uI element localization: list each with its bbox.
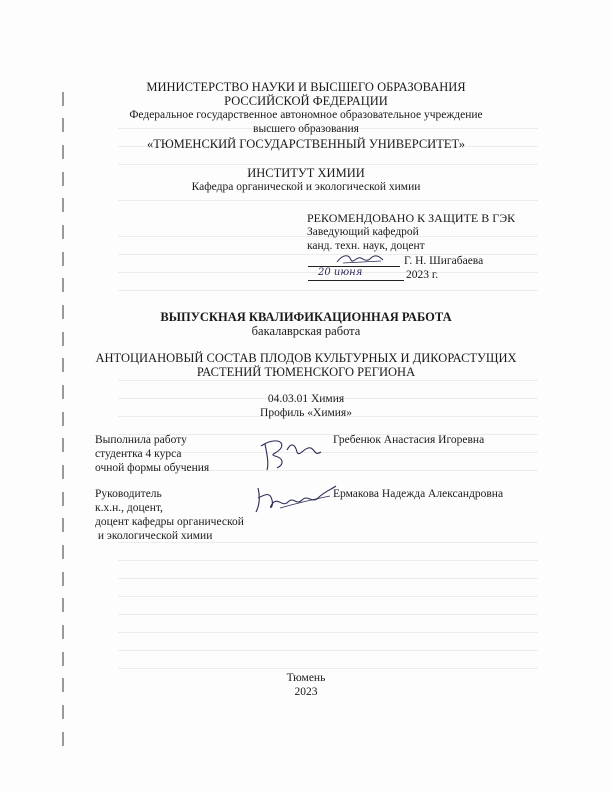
author-signature xyxy=(255,424,325,474)
ministry-line1: МИНИСТЕРСТВО НАУКИ И ВЫСШЕГО ОБРАЗОВАНИЯ xyxy=(146,80,466,94)
approval-position: Заведующий кафедрой xyxy=(307,226,419,238)
work-type: ВЫПУСКНАЯ КВАЛИФИКАЦИОННАЯ РАБОТА xyxy=(160,310,452,324)
supervisor-label-1: Руководитель xyxy=(95,488,162,500)
supervisor-label-2: к.х.н., доцент, xyxy=(95,502,163,514)
institution-line2: высшего образования xyxy=(253,123,359,135)
date-line xyxy=(308,280,404,281)
work-title-line1: АНТОЦИАНОВЫЙ СОСТАВ ПЛОДОВ КУЛЬТУРНЫХ И ДИКОРАСТУЩИХ xyxy=(95,351,517,365)
supervisor-name: Ермакова Надежда Александровна xyxy=(333,488,504,500)
work-subtype: бакалаврская работа xyxy=(251,324,361,338)
supervisor-label-4: и экологической химии xyxy=(95,530,213,542)
author-name: Гребенюк Анастасия Игоревна xyxy=(333,434,485,446)
work-title-line2: РАСТЕНИЙ ТЮМЕНСКОГО РЕГИОНА xyxy=(196,365,416,379)
author-label-2: студентка 4 курса xyxy=(95,448,182,460)
city: Тюмень xyxy=(286,672,326,684)
profile-name: Профиль «Химия» xyxy=(260,407,352,419)
institute-name: ИНСТИТУТ ХИМИИ xyxy=(247,166,365,180)
specialty-code: 04.03.01 Химия xyxy=(267,393,345,405)
author-label-3: очной формы обучения xyxy=(95,462,210,474)
ministry-line2: РОССИЙСКОЙ ФЕДЕРАЦИИ xyxy=(224,94,388,108)
handwritten-date: 20 июня xyxy=(318,267,363,278)
approval-year: 2023 г. xyxy=(406,269,439,281)
approval-degree: канд. техн. наук, доцент xyxy=(307,240,425,252)
head-signature xyxy=(335,250,385,268)
approval-name: Г. Н. Шигабаева xyxy=(404,255,484,267)
department-name: Кафедра органической и экологической химии xyxy=(191,181,421,193)
university-name: «ТЮМЕНСКИЙ ГОСУДАРСТВЕННЫЙ УНИВЕРСИТЕТ» xyxy=(146,137,466,151)
supervisor-label-3: доцент кафедры органической xyxy=(95,516,244,528)
approval-title: РЕКОМЕНДОВАНО К ЗАЩИТЕ В ГЭК xyxy=(307,211,516,225)
author-label-1: Выполнила работу xyxy=(95,434,187,446)
institution-line1: Федеральное государственное автономное образовательное учреждение xyxy=(129,109,483,121)
year: 2023 xyxy=(294,686,318,698)
supervisor-signature xyxy=(250,478,340,518)
